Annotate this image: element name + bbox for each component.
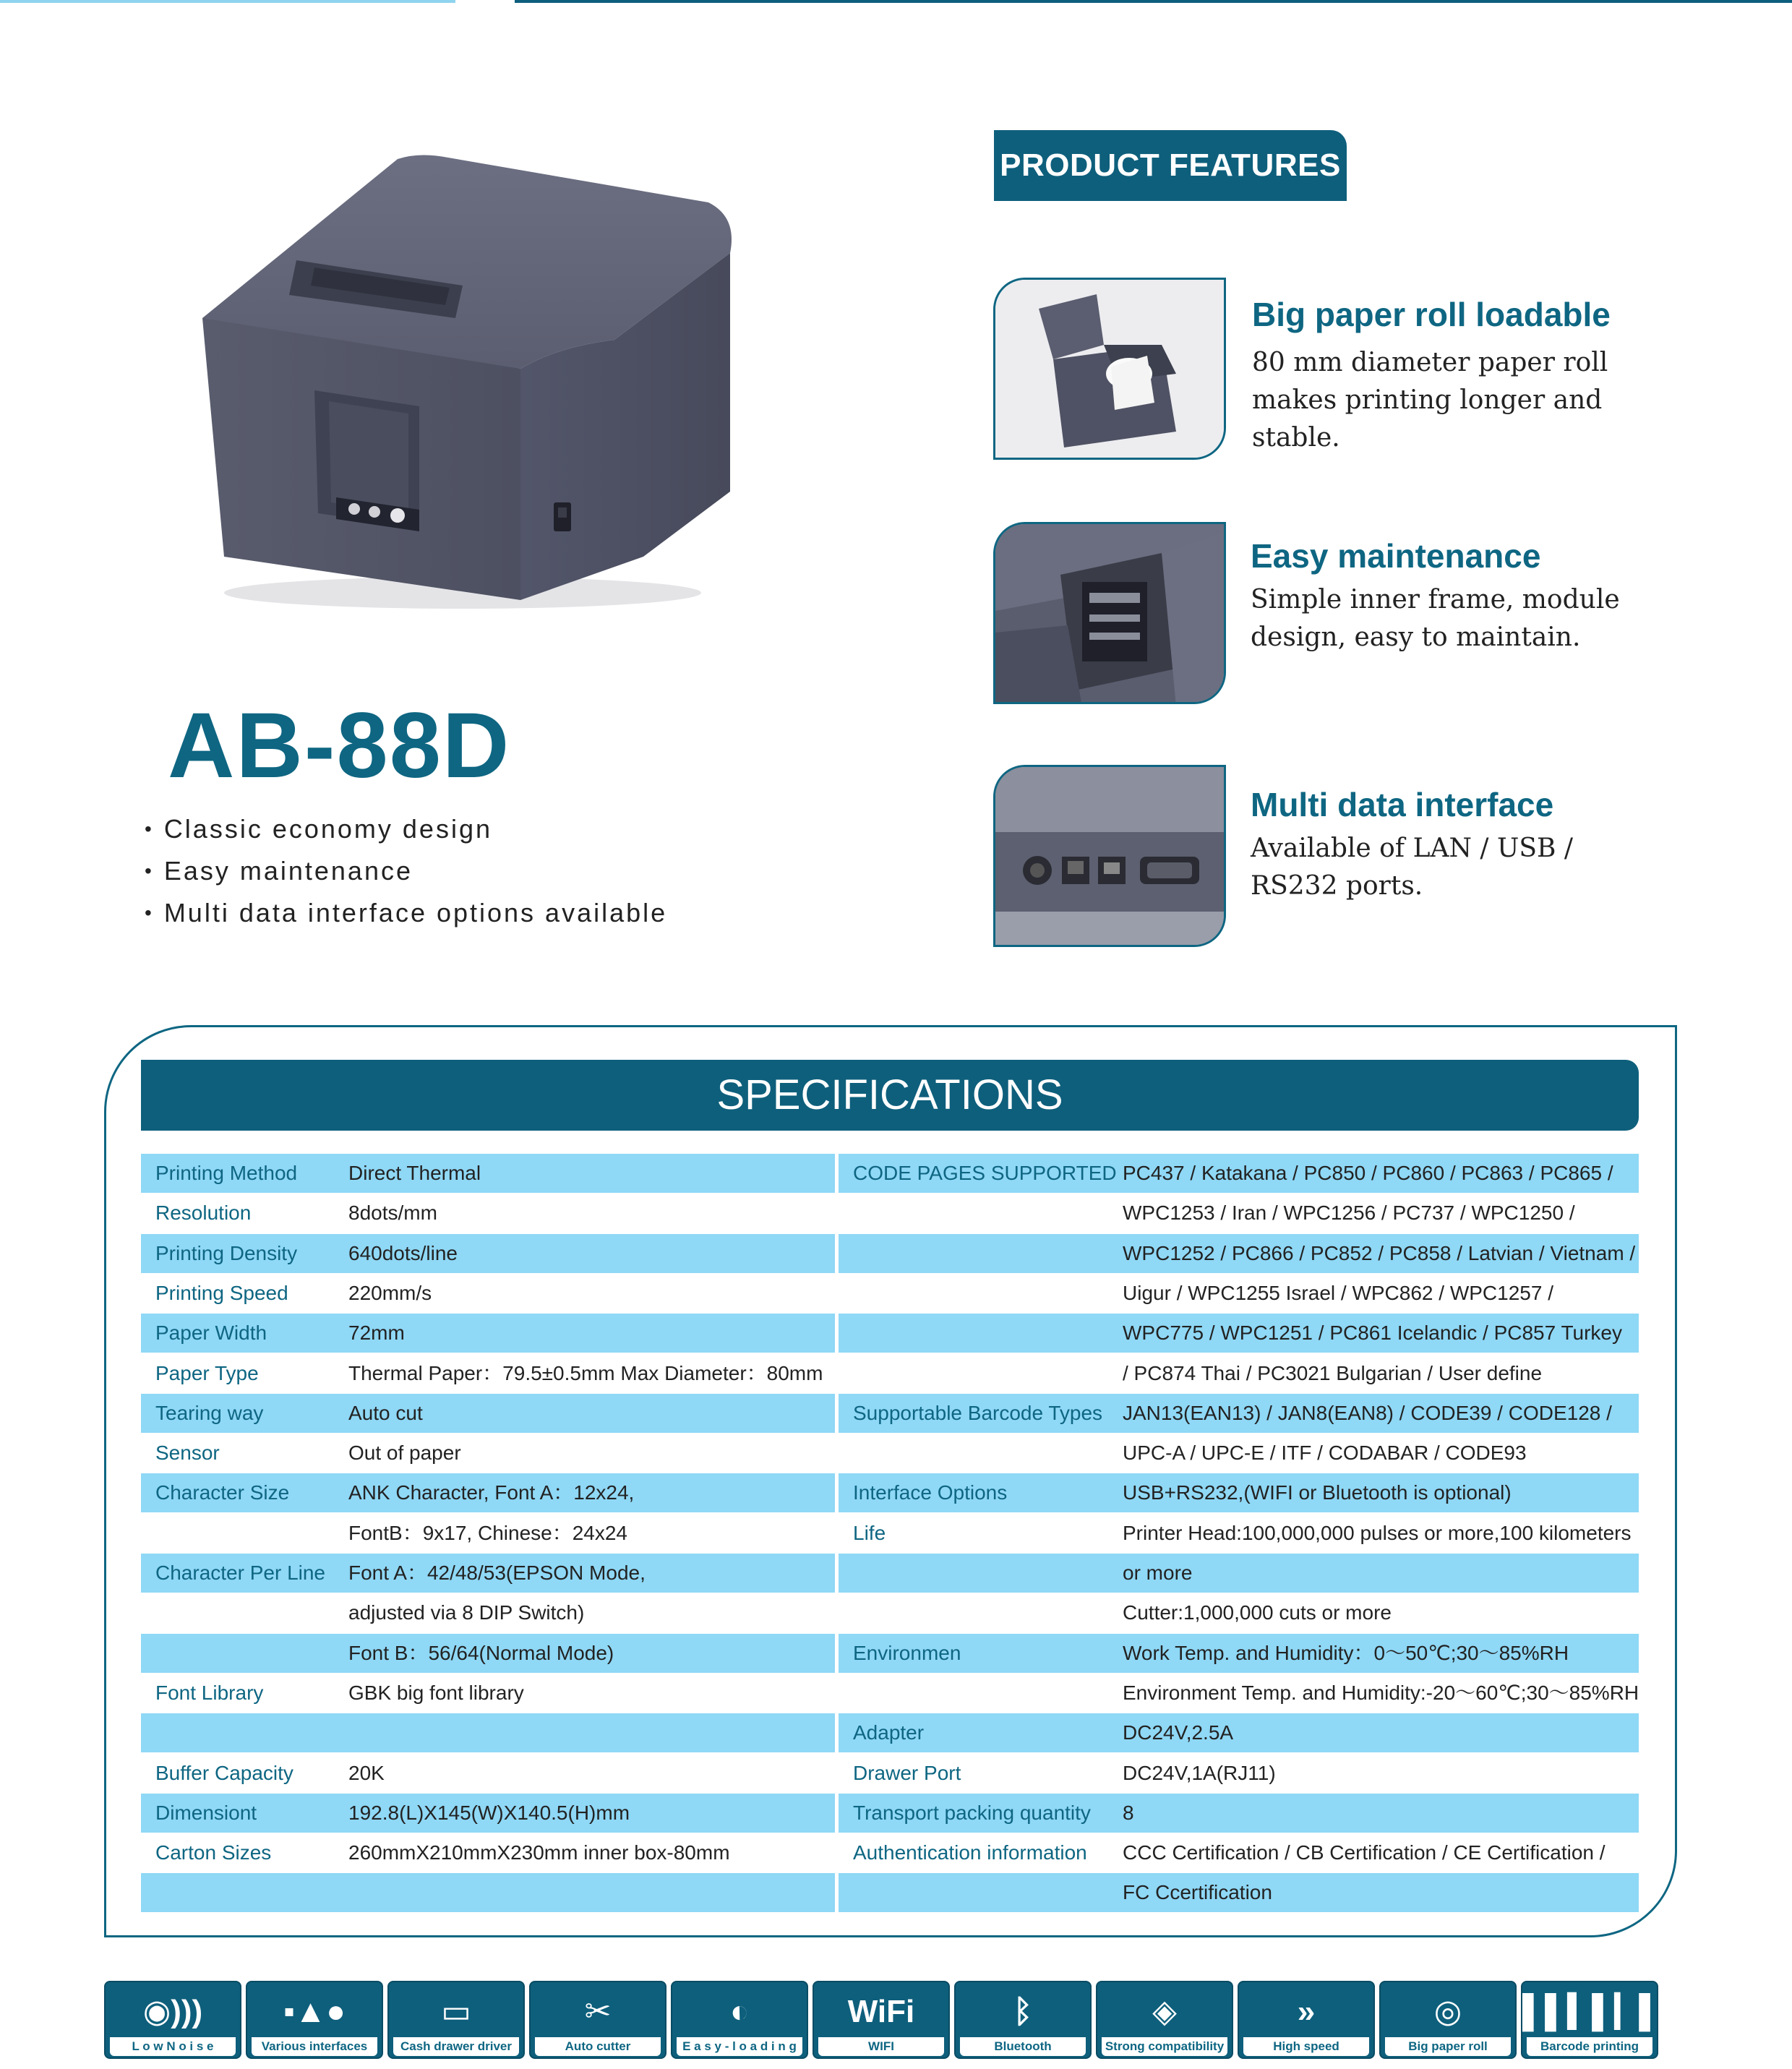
benefit-item: • Easy maintenance <box>145 850 667 892</box>
feature-desc-line: stable. <box>1252 423 1340 453</box>
bluetooth-icon: ᛒ <box>1013 1994 1033 2029</box>
spec-value: DC24V,2.5A <box>1123 1721 1234 1744</box>
spec-value: WPC775 / WPC1251 / PC861 Icelandic / PC857 Turkey <box>1123 1321 1622 1345</box>
spec-value: Font A：42/48/53(EPSON Mode, <box>348 1562 646 1584</box>
compatibility-badge <box>1096 1981 1233 2059</box>
spec-value: CCC Certification / CB Certification / CE Certification / <box>1123 1841 1605 1864</box>
spec-label: Life <box>853 1521 886 1544</box>
badge-label: WIFI <box>818 2037 944 2056</box>
various-interfaces-badge <box>246 1981 383 2059</box>
wifi-badge <box>813 1981 950 2059</box>
spec-value: 640dots/line <box>348 1241 458 1264</box>
spec-value: WPC1253 / Iran / WPC1256 / PC737 / WPC1250 / <box>1123 1201 1575 1225</box>
spec-label: Printing Speed <box>155 1281 288 1304</box>
easy-loading-icon: ◐ <box>729 1994 750 2029</box>
barcode-badge <box>1521 1981 1686 2059</box>
spec-label: Dimensiont <box>155 1801 257 1824</box>
spec-row <box>141 1593 835 1632</box>
spec-value: UPC-A / UPC-E / ITF / CODABAR / CODE93 <box>1123 1442 1527 1465</box>
spec-value: PC437 / Katakana / PC850 / PC860 / PC863 / PC865 / <box>1123 1162 1613 1184</box>
spec-row <box>141 1873 835 1912</box>
spec-row <box>141 1634 835 1673</box>
benefit-item: • Classic economy design <box>145 808 667 850</box>
spec-value: DC24V,1A(RJ11) <box>1123 1761 1276 1784</box>
spec-value: FC Ccertification <box>1123 1881 1272 1904</box>
top-accent-line-light <box>0 0 455 3</box>
badge-label: Bluetooth <box>960 2037 1086 2056</box>
spec-value: 192.8(L)X145(W)X140.5(H)mm <box>348 1801 630 1824</box>
spec-row <box>839 1754 1639 1793</box>
big-paper-roll-icon: ◎ <box>1433 1994 1462 2029</box>
spec-value: Cutter:1,000,000 cuts or more <box>1123 1601 1392 1624</box>
spec-value: FontB：9x17, Chinese：24x24 <box>348 1521 627 1544</box>
auto-cutter-icon: ✂ <box>584 1994 612 2029</box>
spec-value: 20K <box>348 1761 385 1784</box>
top-accent-line-dark <box>515 0 1792 3</box>
feature-image-maintenance <box>993 522 1226 704</box>
feature-desc-maintenance <box>1251 581 1655 656</box>
spec-label: Transport packing quantity <box>853 1801 1091 1824</box>
big-paper-roll-badge <box>1379 1981 1517 2059</box>
spec-row <box>141 1434 835 1473</box>
printer-illustration <box>181 152 745 614</box>
spec-value: or more <box>1123 1562 1193 1584</box>
badge-label: E a s y - l o a d i n g <box>677 2037 802 2056</box>
low-noise-badge <box>104 1981 241 2059</box>
spec-label: Environmen <box>853 1641 961 1664</box>
high-speed-badge <box>1238 1981 1375 2059</box>
spec-row <box>839 1473 1639 1512</box>
spec-row <box>141 1833 835 1872</box>
spec-label: CODE PAGES SUPPORTED <box>853 1162 1117 1184</box>
specifications-heading: SPECIFICATIONS <box>141 1060 1639 1131</box>
auto-cutter-badge <box>529 1981 666 2059</box>
spec-label: Adapter <box>853 1721 925 1744</box>
spec-label: Drawer Port <box>853 1761 961 1784</box>
spec-value: WPC1252 / PC866 / PC852 / PC858 / Latvian / Vietnam / <box>1123 1241 1636 1264</box>
spec-row <box>839 1554 1639 1593</box>
spec-row <box>839 1593 1639 1632</box>
spec-value: USB+RS232,(WIFI or Bluetooth is optional) <box>1123 1481 1512 1504</box>
spec-row <box>839 1634 1639 1673</box>
spec-value: Printer Head:100,000,000 pulses or more,100 kilometers <box>1123 1521 1632 1544</box>
badge-label: Cash drawer driver <box>393 2037 519 2056</box>
spec-value: Out of paper <box>348 1442 461 1465</box>
feature-desc-line: Available of LAN / USB / <box>1251 834 1574 863</box>
feature-title-maintenance: Easy maintenance <box>1251 537 1541 575</box>
spec-row <box>839 1154 1639 1193</box>
spec-value: 220mm/s <box>348 1281 432 1304</box>
various-interfaces-icon: ▪▲● <box>283 1994 346 2029</box>
spec-value: Uigur / WPC1255 Israel / WPC862 / WPC1257 / <box>1123 1281 1553 1304</box>
spec-value: Font B：56/64(Normal Mode) <box>348 1641 614 1664</box>
cash-drawer-badge <box>387 1981 525 2059</box>
spec-row <box>141 1754 835 1793</box>
spec-row <box>839 1234 1639 1273</box>
spec-label: Paper Width <box>155 1321 267 1345</box>
spec-value: Environment Temp. and Humidity:-20～60℃;30～85%RH <box>1123 1681 1639 1704</box>
spec-row <box>839 1354 1639 1393</box>
spec-row <box>839 1274 1639 1313</box>
product-features-heading: PRODUCT FEATURES <box>994 130 1347 201</box>
badge-label: Various interfaces <box>252 2037 377 2056</box>
spec-row <box>839 1873 1639 1912</box>
spec-value: 8dots/mm <box>348 1201 437 1225</box>
feature-image-paper-roll <box>993 278 1226 460</box>
badge-label: Barcode printing <box>1527 2037 1652 2056</box>
feature-desc-line: design, easy to maintain. <box>1251 622 1581 652</box>
spec-row <box>839 1514 1639 1553</box>
badge-label: Auto cutter <box>535 2037 661 2056</box>
badge-label: Strong compatibility <box>1102 2037 1227 2056</box>
spec-row <box>141 1794 835 1833</box>
feature-desc-line: 80 mm diameter paper roll <box>1252 348 1608 377</box>
feature-title-interfaces: Multi data interface <box>1251 786 1554 823</box>
spec-value: Work Temp. and Humidity：0～50℃;30～85%RH <box>1123 1641 1569 1664</box>
compatibility-icon: ◈ <box>1152 1994 1177 2029</box>
spec-label: Printing Density <box>155 1241 298 1264</box>
spec-label: Paper Type <box>155 1361 259 1384</box>
feature-desc-line: makes printing longer and <box>1252 385 1603 415</box>
spec-row <box>141 1473 835 1512</box>
spec-row <box>839 1434 1639 1473</box>
benefit-item: • Multi data interface options available <box>145 892 667 934</box>
spec-row <box>141 1554 835 1593</box>
spec-label: Resolution <box>155 1201 252 1225</box>
spec-label: Sensor <box>155 1442 220 1465</box>
spec-row <box>141 1314 835 1353</box>
feature-title-paper-roll: Big paper roll loadable <box>1252 296 1611 333</box>
spec-row <box>141 1674 835 1713</box>
badge-label: L o w N o i s e <box>110 2037 236 2056</box>
feature-image-interfaces <box>993 765 1226 947</box>
low-noise-icon: ◉))) <box>142 1994 203 2029</box>
feature-desc-line: Simple inner frame, module <box>1251 585 1620 614</box>
spec-row <box>839 1674 1639 1713</box>
key-benefits-list <box>145 808 667 934</box>
spec-value: 260mmX210mmX230mm inner box-80mm <box>348 1841 730 1864</box>
badge-label: High speed <box>1243 2037 1369 2056</box>
spec-value: ANK Character, Font A：12x24, <box>348 1481 635 1504</box>
spec-row <box>839 1314 1639 1353</box>
spec-row <box>839 1713 1639 1752</box>
badge-label: Big paper roll <box>1385 2037 1511 2056</box>
bluetooth-badge <box>954 1981 1092 2059</box>
spec-value: Auto cut <box>348 1401 423 1424</box>
spec-label: Authentication information <box>853 1841 1087 1864</box>
spec-row <box>839 1394 1639 1433</box>
spec-row <box>141 1514 835 1553</box>
cash-drawer-icon: ▭ <box>441 1994 471 2029</box>
spec-value: Thermal Paper：79.5±0.5mm Max Diameter：80mm <box>348 1361 823 1384</box>
spec-value: / PC874 Thai / PC3021 Bulgarian / User define <box>1123 1361 1543 1384</box>
spec-row <box>141 1234 835 1273</box>
spec-row <box>141 1274 835 1313</box>
spec-row <box>141 1713 835 1752</box>
spec-row <box>839 1194 1639 1233</box>
spec-value: Direct Thermal <box>348 1162 481 1184</box>
spec-label: Font Library <box>155 1681 264 1704</box>
spec-label: Tearing way <box>155 1401 264 1424</box>
spec-row <box>141 1194 835 1233</box>
spec-label: Carton Sizes <box>155 1841 272 1864</box>
spec-value: 72mm <box>348 1321 405 1345</box>
spec-row <box>839 1833 1639 1872</box>
spec-label: Supportable Barcode Types <box>853 1401 1103 1424</box>
barcode-icon: ▌▌▍▌▎▌▍ <box>1522 1994 1686 2029</box>
feature-desc-paper-roll <box>1252 344 1657 457</box>
spec-row <box>141 1394 835 1433</box>
spec-label: Character Per Line <box>155 1562 326 1584</box>
spec-label: Buffer Capacity <box>155 1761 293 1784</box>
high-speed-icon: » <box>1297 1994 1316 2029</box>
spec-value: adjusted via 8 DIP Switch) <box>348 1601 585 1624</box>
easy-loading-badge <box>671 1981 808 2059</box>
spec-row <box>141 1154 835 1193</box>
spec-label: Interface Options <box>853 1481 1008 1504</box>
spec-row <box>141 1354 835 1393</box>
model-name: AB-88D <box>168 694 511 797</box>
spec-label: Character Size <box>155 1481 290 1504</box>
spec-value: GBK big font library <box>348 1681 524 1704</box>
spec-value: 8 <box>1123 1801 1134 1824</box>
feature-desc-line: RS232 ports. <box>1251 871 1423 901</box>
spec-label: Printing Method <box>155 1162 298 1184</box>
wifi-icon: WiFi <box>847 1994 915 2029</box>
feature-desc-interfaces <box>1251 830 1655 905</box>
spec-value: JAN13(EAN13) / JAN8(EAN8) / CODE39 / CODE128 / <box>1123 1401 1612 1424</box>
spec-row <box>839 1794 1639 1833</box>
